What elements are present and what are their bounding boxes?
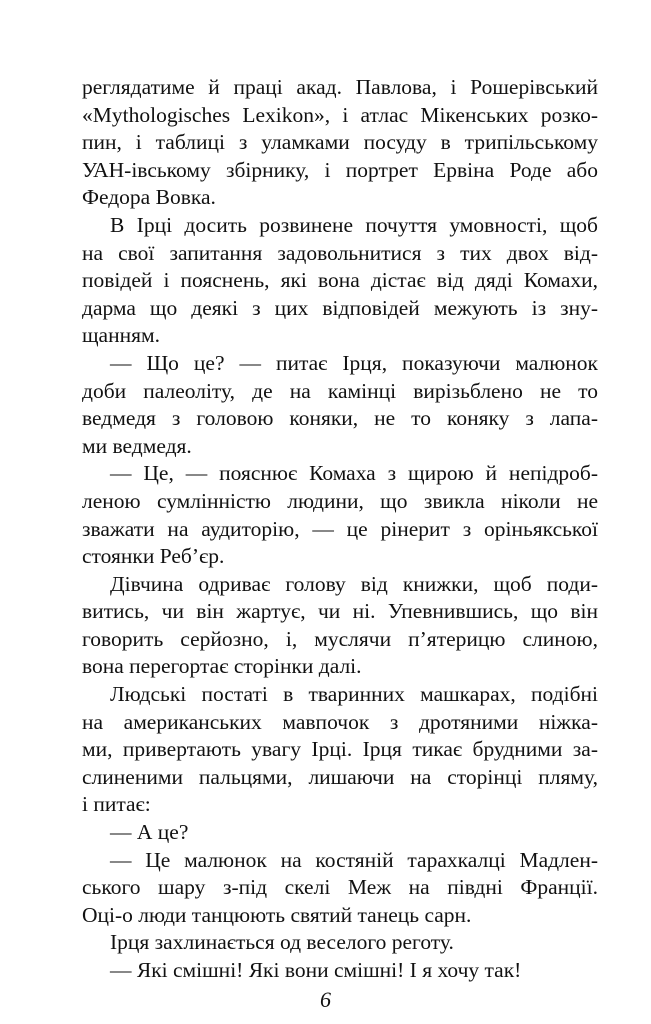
text-line-14: ми ведмедя.: [82, 433, 192, 458]
paragraph-4: [82, 460, 598, 570]
text-line-1: реглядатиме й праці акад. Павлова, і Рошерівський: [82, 75, 598, 99]
text-line-18: стоянки Реб’єр.: [82, 544, 225, 569]
text-line-5: Федора Вовка.: [82, 185, 216, 210]
paragraph-5: [82, 571, 598, 681]
text-line-24: на американських мавпочок з дротяними ніжка-: [82, 709, 598, 734]
text-line-13: ведмедя з головою коняки, не то коняку з лапа-: [82, 406, 598, 431]
text-line-6: В Ірці досить розвинене почуття умовності, щоб: [110, 212, 598, 237]
text-line-12: доби палеоліту, де на камінці вирізьблено не то: [82, 378, 598, 403]
text-line-3: пин, і таблиці з уламками посуду в трипільському: [82, 130, 598, 155]
text-line-8: повідей і пояснень, які вона дістає від дяді Комахи,: [82, 268, 598, 293]
text-line-22: вона перегортає сторінки далі.: [82, 654, 362, 679]
text-line-20: витись, чи він жартує, чи ні. Упевнившись, що він: [82, 599, 598, 624]
text-line-23: Людські постаті в тваринних машкарах, подібні: [110, 682, 598, 707]
text-line-17: зважати на аудиторію, — це рінерит з оріньякської: [82, 516, 598, 541]
paragraph-9: [82, 929, 598, 957]
text-line-21: говорить серйозно, і, муслячи п’ятерицю слиною,: [82, 626, 598, 651]
text-line-2: «Mythologisches Lexikon», і атлас Мікенських розко-: [82, 102, 598, 127]
paragraph-3: [82, 350, 598, 460]
text-line-29: — Це малюнок на костяній тарахкалці Мадлен-: [110, 847, 598, 872]
paragraph-8: [82, 847, 598, 930]
text-line-9: дарма що деякі з цих відповідей межують із зну-: [82, 295, 598, 320]
text-line-7: на свої запитання задовольнитися з тих двох від-: [82, 240, 598, 265]
text-line-11: — Що це? — питає Ірця, показуючи малюнок: [110, 350, 598, 375]
text-line-32: Ірця захлинається од веселого реготу.: [110, 930, 454, 955]
text-line-25: ми, привертають увагу Ірці. Ірця тикає брудними за-: [82, 737, 598, 762]
text-line-33: — Які смішні! Які вони смішні! І я хочу так!: [110, 958, 522, 982]
paragraph-6: [82, 681, 598, 819]
text-line-19: Дівчина одриває голову від книжки, щоб поди-: [110, 571, 598, 596]
text-line-26: слиненими пальцями, лишаючи на сторінці пляму,: [82, 764, 598, 789]
page-body: [82, 74, 598, 985]
paragraph-10: [82, 957, 598, 985]
paragraph-2: [82, 212, 598, 350]
text-line-10: щанням.: [82, 323, 160, 348]
page-number: 6: [320, 987, 331, 1012]
paragraph-7: [82, 819, 598, 847]
text-line-28: — А це?: [110, 820, 189, 845]
text-line-31: Оці-о люди танцюють святий танець сарн.: [82, 902, 472, 927]
paragraph-1: [82, 74, 598, 212]
text-line-15: — Це, — пояснює Комаха з щирою й непідроб-: [110, 461, 598, 486]
text-line-16: леною сумлінністю людини, що звикла ніколи не: [82, 488, 598, 513]
text-line-27: і питає:: [82, 792, 151, 817]
text-line-30: ського шару з-під скелі Меж на півдні Франції.: [82, 875, 598, 900]
text-line-4: УАН-івському збірнику, і портрет Ервіна Роде або: [82, 157, 598, 182]
